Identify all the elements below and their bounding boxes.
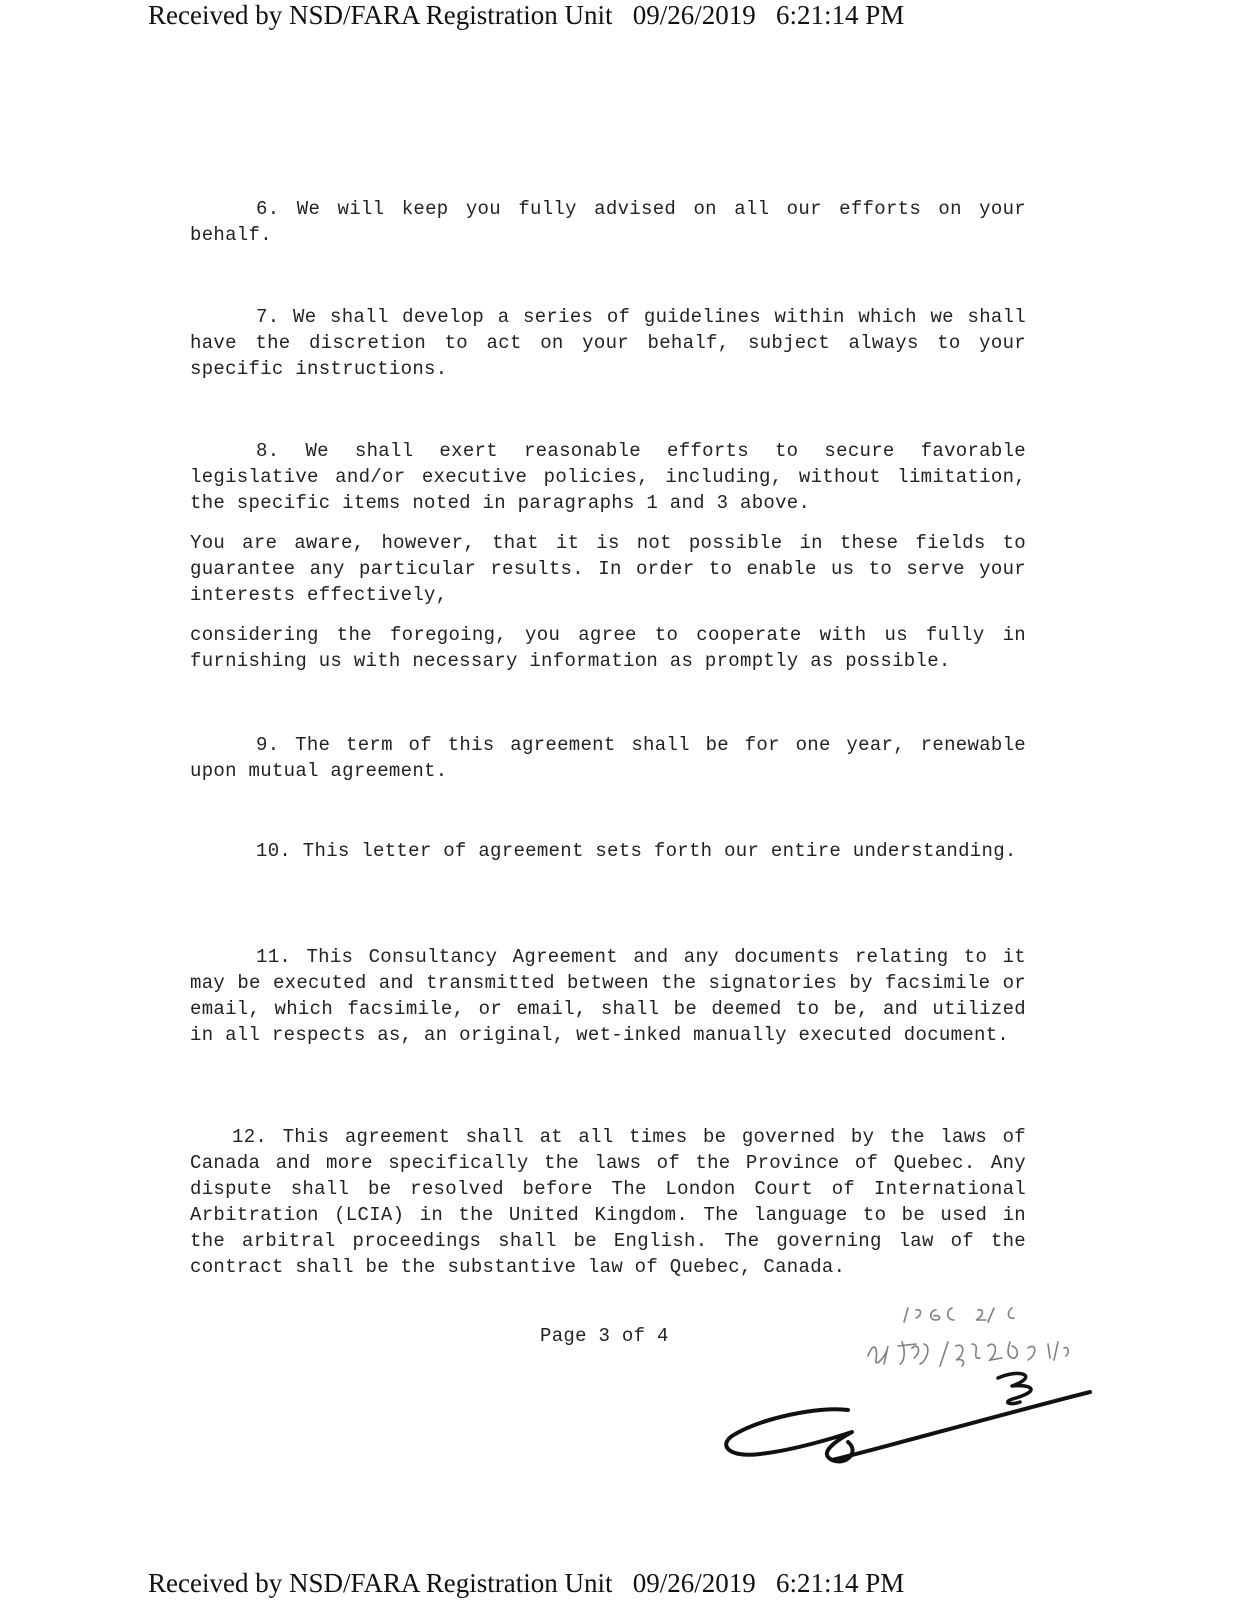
paragraph-10: 10. This letter of agreement sets forth our entire understanding. [256,840,1017,862]
paragraph-8: 8. We shall exert reasonable efforts to secure favorable legislative and/or executive policies, including, without limitation, the specific items noted in paragraphs 1 and 3 above. [190,440,1026,514]
paragraph-12: 12. This agreement shall at all times be governed by the laws of Canada and more specifically the laws of the Province of Quebec. Any dispute shall be resolved before The London Court of International Arbitration (LCIA) in the United Kingdom. The language to be used in the arbitral proceedings shall be English. The governing law of the contract shall be the substantive law of Quebec, Canada. [190,1126,1026,1278]
handwritten-signature-mark [720,1370,1100,1510]
header-received-stamp: Received by NSD/FARA Registration Unit 09/26/2019 6:21:14 PM [148,0,905,30]
paragraph-8-continued: You are aware, however, that it is not possible in these fields to guarantee any particular results. In order to enable us to serve your interests effectively, [190,532,1026,606]
paragraph-11: 11. This Consultancy Agreement and any documents relating to it may be executed and transmitted between the signatories by facsimile or email, which facsimile, or email, shall be deemed to be, and utilized in all respects as, an original, wet-inked manually executed document. [190,946,1026,1046]
handwritten-initials-mark [860,1298,1120,1378]
paragraph-9: 9. The term of this agreement shall be for one year, renewable upon mutual agreement. [190,734,1026,782]
page-number: Page 3 of 4 [540,1325,669,1347]
paragraph-8-conclusion: considering the foregoing, you agree to cooperate with us fully in furnishing us with necessary information as promptly as possible. [190,624,1026,672]
paragraph-7: 7. We shall develop a series of guidelines within which we shall have the discretion to act on your behalf, subject always to your specific instructions. [190,306,1026,380]
paragraph-6: 6. We will keep you fully advised on all our efforts on your behalf. [190,198,1026,246]
footer-received-stamp: Received by NSD/FARA Registration Unit 09/26/2019 6:21:14 PM [148,1568,905,1598]
